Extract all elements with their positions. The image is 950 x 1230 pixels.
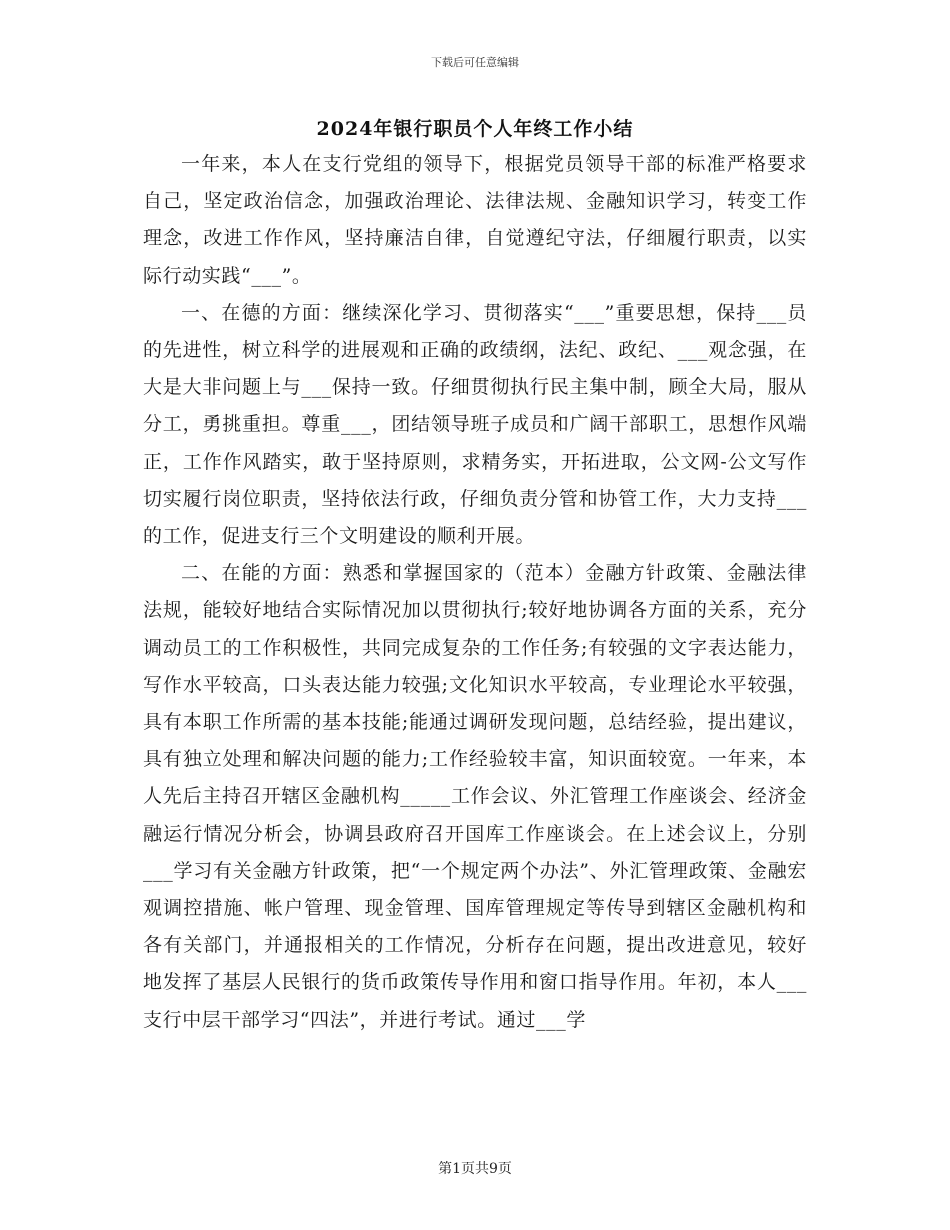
paragraph-morality: 一、在德的方面：继续深化学习、贯彻落实“___”重要思想，保持___员的先进性，树立科学的进展观和正确的政绩纲，法纪、政纪、___观念强，在大是大非问题上与___保持一致。仔细贯彻执行民主集中制，顾全大局，服从分工，勇挑重担。尊重___，团结领导班子成员和广阔干部职工，思想作风端正，工作作风踏实，敢于坚持原则，求精务实，开拓进取，公文网-公文写作切实履行岗位职责，坚持依法行政，仔细负责分管和协管工作，大力支持___的工作，促进支行三个文明建设的顺利开展。 (143, 301, 807, 548)
paragraph-intro: 一年来，本人在支行党组的领导下，根据党员领导干部的标准严格要求自己，坚定政治信念，加强政治理论、法律法规、金融知识学习，转变工作理念，改进工作作风，坚持廉洁自律，自觉遵纪守法，仔细履行职责，以实际行动实践“___”。 (143, 153, 807, 287)
page-number: 第1页共9页 (438, 1161, 512, 1177)
header-note: 下载后可任意编辑 (431, 56, 519, 69)
paragraph-ability: 二、在能的方面：熟悉和掌握国家的（范本）金融方针政策、金融法律法规，能较好地结合实际情况加以贯彻执行;较好地协调各方面的关系，充分调动员工的工作积极性，共同完成复杂的工作任务;有较强的文字表达能力，写作水平较高，口头表达能力较强;文化知识水平较高，专业理论水平较强，具有本职工作所需的基本技能;能通过调研发现问题，总结经验，提出建议，具有独立处理和解决问题的能力;工作经验较丰富，知识面较宽。一年来，本人先后主持召开辖区金融机构_____工作会议、外汇管理工作座谈会、经济金融运行情况分析会，协调县政府召开国库工作座谈会。在上述会议上，分别___学习有关金融方针政策，把“一个规定两个办法”、外汇管理政策、金融宏观调控措施、帐户管理、现金管理、国库管理规定等传导到辖区金融机构和各有关部门，并通报相关的工作情况，分析存在问题，提出改进意见，较好地发挥了基层人民银行的货币政策传导作用和窗口指导作用。年初，本人___支行中层干部学习“四法”，并进行考试。通过___学 (143, 562, 807, 1031)
document-title: 2024年银行职员个人年终工作小结 (316, 118, 634, 140)
document-body (143, 146, 807, 1039)
